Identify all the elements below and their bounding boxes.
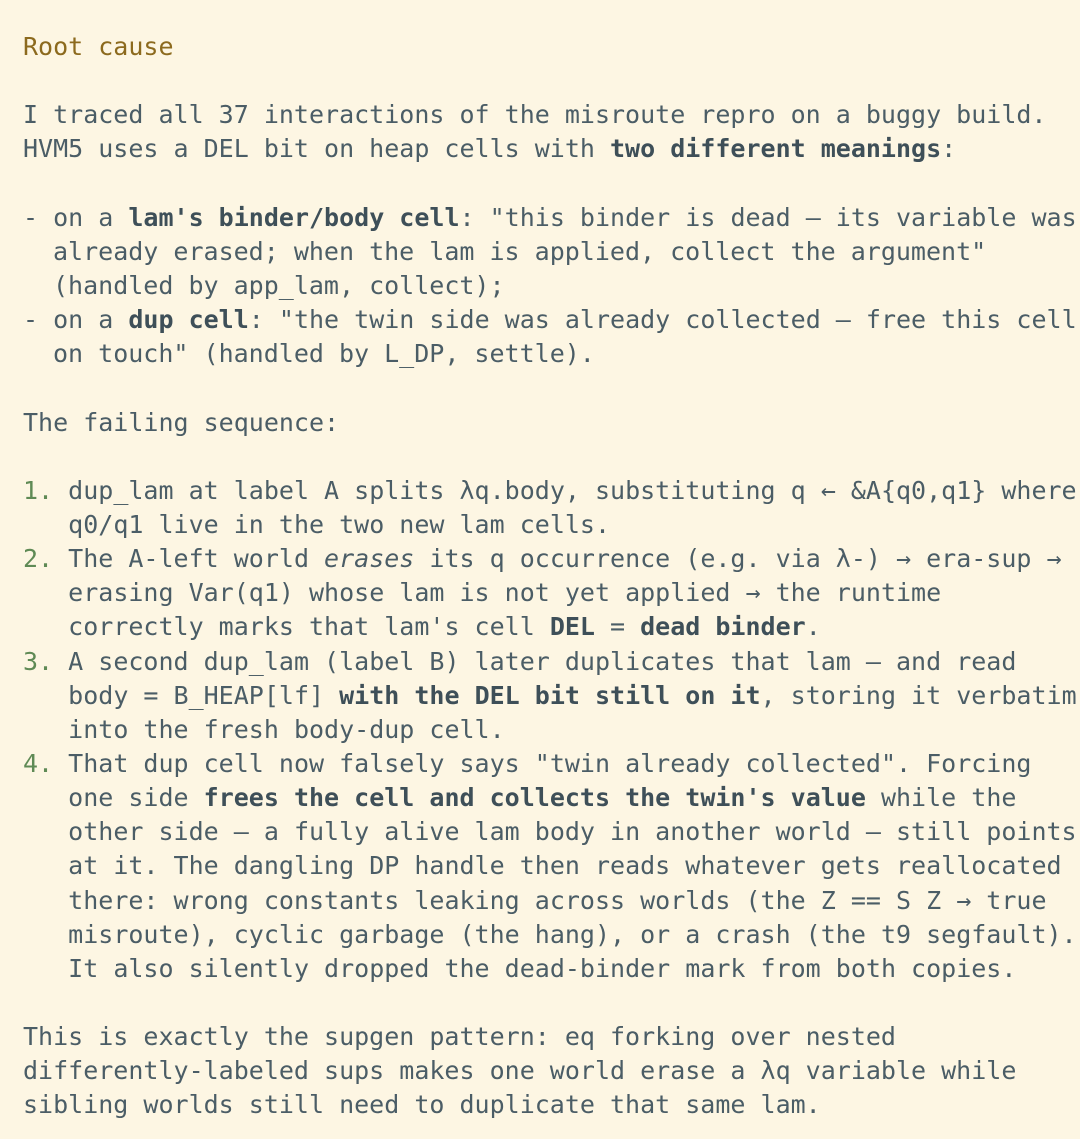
meaning-item-2-line-2: on touch" (handled by L_DP, settle). xyxy=(53,339,595,369)
list-text: The A-left world xyxy=(68,544,325,574)
list-text: other side — a fully alive lam body in another world — still points xyxy=(68,817,1077,847)
closing-line-3: sibling worlds still need to duplicate that same lam. xyxy=(23,1090,821,1120)
list-text: erasing Var(q1) whose lam is not yet applied → the runtime xyxy=(68,578,942,608)
emphasis-text: DEL xyxy=(549,612,595,642)
meaning-item-1-line-1 xyxy=(23,201,1077,235)
meaning-text: on a xyxy=(53,305,129,335)
meaning-emphasis: lam's binder/body cell xyxy=(128,202,460,232)
emphasis-text: dead binder xyxy=(640,612,806,642)
list-item-3-line-3 xyxy=(23,713,1073,747)
closing-line-2: differently-labeled sups makes one world erase a λq variable while xyxy=(23,1056,1017,1086)
list-text: erases xyxy=(324,544,415,574)
list-item-2-line-2 xyxy=(23,576,1073,610)
meaning-text: on a xyxy=(53,202,129,232)
list-item-4-line-1 xyxy=(23,747,1073,781)
meaning-item-1-line-3: (handled by app_lam, collect); xyxy=(53,270,505,300)
list-item-4-line-5 xyxy=(23,884,1073,918)
list-text: It also silently dropped the dead-binder mark from both copies. xyxy=(68,953,1017,983)
numbered-list xyxy=(23,474,1077,986)
list-text: dup_lam at label A splits λq.body, substituting q ← &A{q0,q1} where xyxy=(68,475,1077,505)
list-text: at it. The dangling DP handle then reads whatever gets reallocated xyxy=(68,851,1062,881)
spacer xyxy=(23,986,1073,1020)
intro-text: HVM5 uses a DEL bit on heap cells with xyxy=(23,134,610,164)
list-text: misroute), cyclic garbage (the hang), or a crash (the t9 segfault). xyxy=(68,919,1077,949)
list-text: A second dup_lam (label B) later duplicates that lam — and read xyxy=(68,646,1017,676)
list-item-3-line-1 xyxy=(23,645,1073,679)
intro-line-1: I traced all 37 interactions of the misroute repro on a buggy build. xyxy=(23,100,1047,130)
document-body xyxy=(23,30,1077,1123)
list-number: 4. xyxy=(23,748,54,778)
list-text: correctly marks that lam's cell xyxy=(68,612,550,642)
list-text: . xyxy=(805,612,821,642)
meaning-item-2-line-1 xyxy=(23,303,1077,337)
closing-line-1: This is exactly the supgen pattern: eq forking over nested xyxy=(23,1022,896,1052)
intro-colon: : xyxy=(941,134,957,164)
list-item-4-line-3 xyxy=(23,815,1077,849)
spacer xyxy=(23,440,1073,474)
spacer xyxy=(23,371,1073,405)
list-item-4-line-6 xyxy=(23,918,1077,952)
list-number: 3. xyxy=(23,646,54,676)
list-text: , storing it verbatim xyxy=(760,680,1077,710)
list-text: That dup cell now falsely says "twin already collected". Forcing xyxy=(68,748,1032,778)
intro-line-2 xyxy=(23,132,1073,166)
spacer xyxy=(23,167,1073,201)
list-number: 2. xyxy=(23,544,54,574)
list-item-3-line-2 xyxy=(23,679,1077,713)
list-item-4-line-4 xyxy=(23,849,1073,883)
intro-emphasis: two different meanings xyxy=(610,134,942,164)
list-item-4-line-7 xyxy=(23,952,1073,986)
list-item-2-line-1 xyxy=(23,542,1073,576)
list-text: into the fresh body-dup cell. xyxy=(68,714,505,744)
list-item-4-line-2 xyxy=(23,781,1073,815)
list-item-1-line-2 xyxy=(23,508,1073,542)
list-text: one side xyxy=(68,783,204,813)
section-heading: Root cause xyxy=(23,32,174,61)
list-text: q0/q1 live in the two new lam cells. xyxy=(68,509,611,539)
emphasis-text: frees the cell and collects the twin's value xyxy=(203,783,866,813)
meaning-item-1-line-2: already erased; when the lam is applied, collect the argument" xyxy=(53,236,987,266)
list-text: = xyxy=(594,612,641,642)
list-text: its q occurrence (e.g. via λ-) → era-sup → xyxy=(414,544,1062,574)
emphasis-text: with the DEL bit still on it xyxy=(339,680,761,710)
list-item-2-line-3 xyxy=(23,610,1073,644)
list-number: 1. xyxy=(23,475,54,505)
meaning-text: : "the twin side was already collected — free this cell xyxy=(248,305,1077,335)
meaning-emphasis: dup cell xyxy=(128,305,249,335)
failing-sequence-title: The failing sequence: xyxy=(23,407,340,437)
list-item-1-line-1 xyxy=(23,474,1077,508)
list-text: there: wrong constants leaking across worlds (the Z == S Z → true xyxy=(68,885,1047,915)
list-text: while the xyxy=(865,783,1017,813)
spacer xyxy=(23,64,1073,98)
bullet-dash: - xyxy=(23,202,54,232)
list-text: body = B_HEAP[lf] xyxy=(68,680,340,710)
meaning-text: : "this binder is dead — its variable was xyxy=(459,202,1077,232)
bullet-dash: - xyxy=(23,305,54,335)
